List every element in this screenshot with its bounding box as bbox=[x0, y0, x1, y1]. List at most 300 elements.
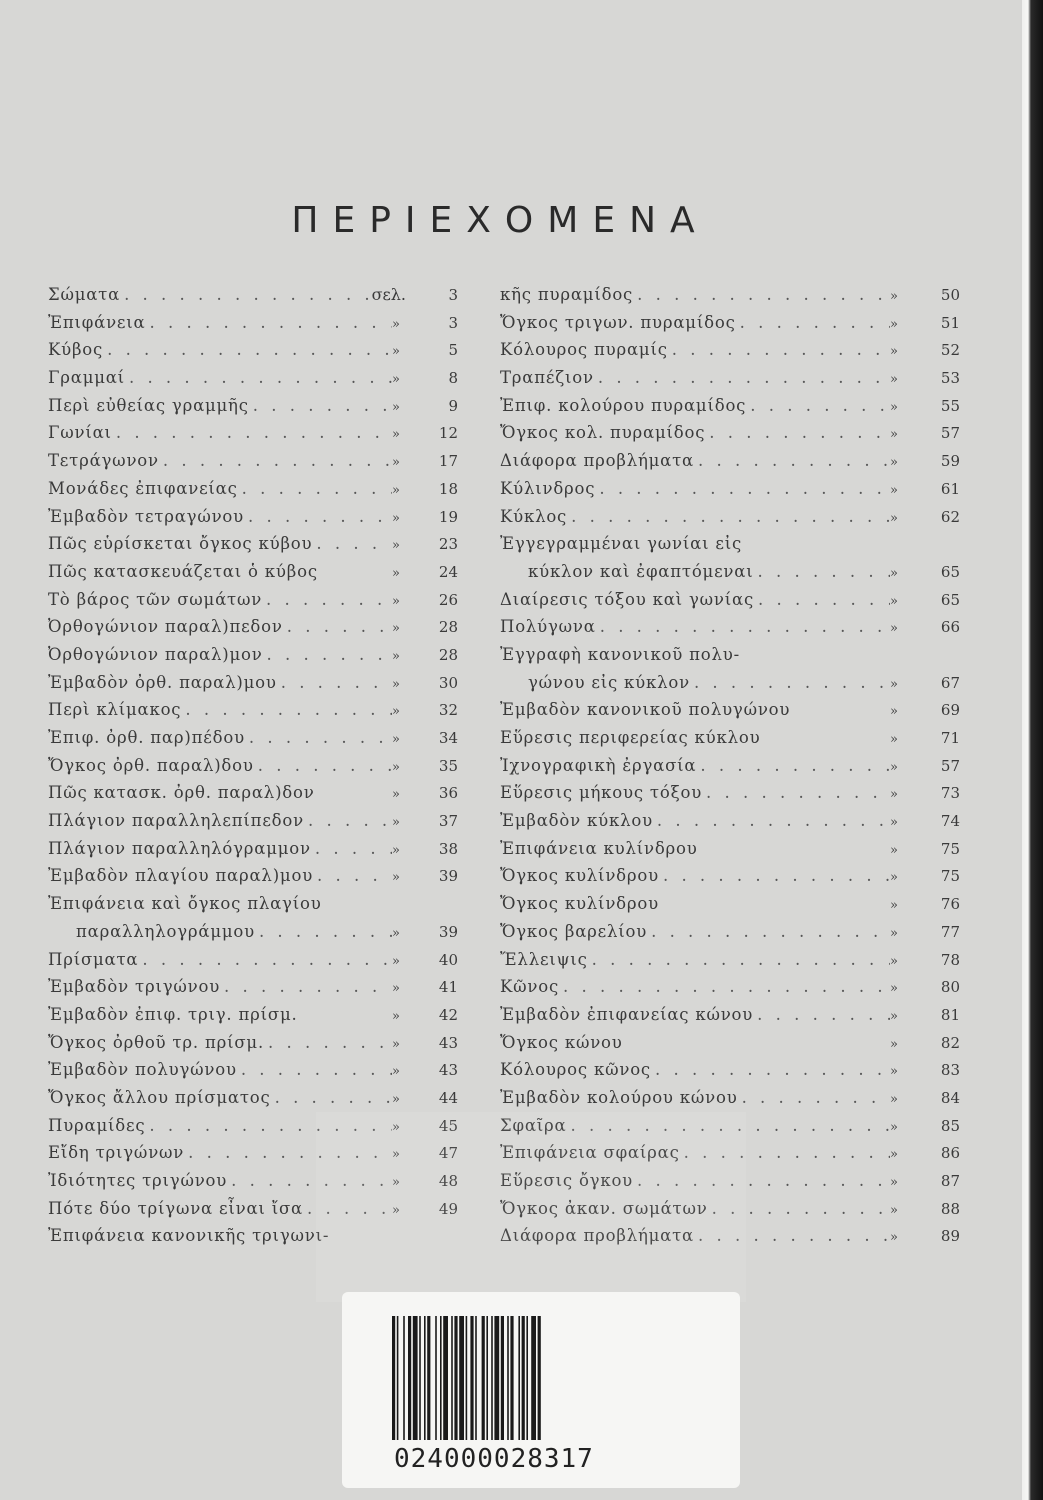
toc-ditto-mark: » bbox=[392, 815, 400, 831]
toc-leader-dots bbox=[753, 1005, 890, 1024]
toc-leader-dots bbox=[277, 673, 392, 692]
toc-leader-dots bbox=[159, 451, 392, 470]
toc-entry-title: Περὶ εὐθείας γραμμῆς bbox=[48, 395, 249, 415]
toc-page-number: 36 bbox=[438, 784, 458, 803]
toc-entry-title: Ἐπιφάνεια κανονικῆς τριγωνι- bbox=[48, 1226, 330, 1246]
toc-page-number: 43 bbox=[438, 1033, 458, 1052]
toc-ditto-mark: » bbox=[890, 732, 898, 747]
toc-page-number: 34 bbox=[438, 729, 458, 747]
toc-leader-dots bbox=[254, 756, 392, 775]
toc-entry bbox=[48, 811, 458, 839]
toc-page-number: 9 bbox=[448, 396, 458, 415]
toc-entry-title: Γωνίαι bbox=[48, 423, 112, 443]
toc-page-number: 71 bbox=[940, 729, 960, 747]
toc-page-number: 53 bbox=[940, 369, 960, 388]
toc-ditto-mark: » bbox=[890, 676, 898, 692]
toc-page-number: 38 bbox=[438, 839, 458, 858]
toc-entry-title: Πότε δύο τρίγωνα εἶναι ἴσα bbox=[48, 1198, 303, 1218]
toc-entry-title: Ἐμβαδὸν τριγώνου bbox=[48, 977, 221, 997]
toc-ditto-mark: » bbox=[392, 565, 400, 581]
toc-entry bbox=[48, 313, 458, 341]
toc-leader-dots bbox=[702, 783, 890, 802]
toc-page-number: 83 bbox=[940, 1061, 960, 1080]
toc-ditto-mark: » bbox=[890, 593, 898, 609]
toc-ditto-mark: » bbox=[392, 316, 400, 332]
toc-ditto-mark: » bbox=[392, 870, 400, 886]
toc-entry-title: Ὄγκος κολ. πυραμίδος bbox=[500, 423, 706, 443]
toc-page-number: 86 bbox=[940, 1144, 960, 1163]
toc-page-number: 50 bbox=[940, 286, 960, 304]
toc-entry bbox=[500, 368, 960, 396]
toc-page-number: 26 bbox=[438, 590, 458, 609]
toc-page-number: 73 bbox=[940, 784, 960, 803]
toc-ditto-mark: » bbox=[890, 1119, 898, 1135]
toc-entry-title: Ἐγγεγραμμέναι γωνίαι εἰς bbox=[500, 534, 743, 554]
toc-entry-title: Ὀρθογώνιον παραλ)πεδον bbox=[48, 617, 283, 637]
toc-entry bbox=[500, 479, 960, 507]
toc-entry-title: Ἐπιφάνεια σφαίρας bbox=[500, 1143, 680, 1163]
toc-ditto-mark: » bbox=[890, 759, 898, 775]
toc-left-column bbox=[48, 285, 458, 1254]
toc-page-number: 49 bbox=[438, 1199, 458, 1218]
toc-entry-title: Πρίσματα bbox=[48, 949, 139, 969]
toc-entry bbox=[500, 950, 960, 978]
toc-leader-dots bbox=[138, 950, 392, 969]
barcode-bars-icon bbox=[392, 1316, 600, 1440]
toc-ditto-mark: » bbox=[890, 870, 898, 886]
toc-leader-dots bbox=[736, 313, 890, 332]
toc-ditto-mark: » bbox=[392, 1147, 400, 1163]
toc-page-number: 45 bbox=[438, 1116, 458, 1135]
toc-entry-title: Ἐμβαδὸν ἐπιφ. τριγ. πρίσμ. bbox=[48, 1004, 298, 1024]
toc-page-number: 40 bbox=[438, 950, 458, 969]
toc-entry bbox=[500, 340, 960, 368]
toc-ditto-mark: » bbox=[890, 898, 898, 914]
toc-ditto-mark: » bbox=[890, 704, 898, 720]
toc-ditto-mark: » bbox=[392, 732, 400, 747]
toc-ditto-mark: » bbox=[392, 925, 400, 941]
toc-entry bbox=[500, 285, 960, 313]
toc-entry-title: κῆς πυραμίδος bbox=[500, 285, 634, 304]
toc-ditto-mark: » bbox=[392, 1175, 400, 1190]
toc-entry-title: Ἔλλειψις bbox=[500, 949, 588, 969]
toc-ditto-mark: » bbox=[392, 538, 400, 554]
toc-entry-title: Ὄγκος ὀρθοῦ τρ. πρίσμ. bbox=[48, 1032, 264, 1052]
toc-page-number: 89 bbox=[940, 1227, 960, 1246]
toc-entry bbox=[500, 894, 960, 922]
toc-entry bbox=[48, 1060, 458, 1088]
toc-entry-title: Διάφορα προβλήματα bbox=[500, 1226, 694, 1246]
toc-leader-dots bbox=[594, 368, 890, 387]
toc-leader-dots bbox=[244, 507, 392, 526]
toc-ditto-mark: » bbox=[890, 1064, 898, 1080]
toc-entry bbox=[500, 617, 960, 645]
toc-ditto-mark: » bbox=[890, 1091, 898, 1107]
toc-entry bbox=[48, 700, 458, 728]
toc-entry bbox=[500, 1060, 960, 1088]
toc-leader-dots bbox=[696, 756, 890, 775]
toc-entry-title: παραλληλογράμμου bbox=[76, 921, 255, 941]
toc-ditto-mark: » bbox=[392, 621, 400, 637]
toc-entry bbox=[48, 922, 458, 950]
toc-ditto-mark: » bbox=[392, 1036, 400, 1052]
toc-leader-dots bbox=[705, 423, 890, 442]
sticker-shadow bbox=[316, 1112, 746, 1302]
toc-ditto-mark: » bbox=[890, 925, 898, 941]
toc-leader-dots bbox=[245, 728, 392, 747]
toc-ditto-mark: » bbox=[890, 1147, 898, 1163]
toc-entry bbox=[48, 839, 458, 867]
toc-ditto-mark: » bbox=[890, 316, 898, 332]
toc-page-number: 57 bbox=[940, 756, 960, 775]
toc-entry-title: Ἐπιφ. ὀρθ. παρ)πέδου bbox=[48, 728, 245, 747]
toc-leader-dots bbox=[694, 451, 890, 470]
toc-ditto-mark: » bbox=[392, 842, 400, 858]
toc-ditto-mark: » bbox=[890, 953, 898, 969]
toc-page-number: 3 bbox=[448, 313, 458, 332]
toc-entry-title: Ὀρθογώνιον παραλ)μον bbox=[48, 644, 263, 664]
toc-page-number: 8 bbox=[448, 369, 458, 388]
toc-leader-dots bbox=[145, 313, 392, 332]
toc-leader-dots bbox=[753, 562, 890, 581]
toc-entry bbox=[500, 728, 960, 756]
toc-entry-title: Εὕρεσις περιφερείας κύκλου bbox=[500, 728, 761, 747]
toc-entry bbox=[500, 507, 960, 535]
toc-page-number: 32 bbox=[438, 701, 458, 720]
toc-entry-title: Διαίρεσις τόξου καὶ γωνίας bbox=[500, 589, 754, 609]
toc-entry-title: Περὶ κλίμακος bbox=[48, 700, 182, 720]
toc-ditto-mark: » bbox=[890, 289, 898, 304]
toc-entry-title: Ἐγγραφὴ κανονικοῦ πολυ- bbox=[500, 644, 741, 664]
toc-entry bbox=[48, 950, 458, 978]
toc-ditto-mark: » bbox=[890, 621, 898, 637]
toc-page-number: 52 bbox=[940, 341, 960, 360]
page-title: ΠΕΡΙΕΧΟΜΕΝΑ bbox=[291, 200, 709, 242]
toc-entry bbox=[500, 977, 960, 1005]
toc-ditto-mark: » bbox=[392, 482, 400, 498]
toc-entry-title: Ὄγκος κυλίνδρου bbox=[500, 866, 659, 886]
toc-leader-dots bbox=[220, 977, 392, 996]
toc-entry-title: Εὕρεσις ὄγκου bbox=[500, 1171, 634, 1190]
toc-ditto-mark: » bbox=[392, 372, 400, 388]
toc-page-number: 42 bbox=[438, 1005, 458, 1024]
toc-page-number: 76 bbox=[940, 895, 960, 914]
toc-leader-dots bbox=[668, 340, 890, 359]
toc-leader-dots bbox=[653, 811, 890, 830]
toc-page-number: 23 bbox=[438, 535, 458, 554]
toc-entry bbox=[48, 534, 458, 562]
toc-page-number: 5 bbox=[448, 341, 458, 360]
toc-page-number: 85 bbox=[940, 1116, 960, 1135]
toc-page-number: 66 bbox=[940, 618, 960, 637]
toc-page-number: 28 bbox=[438, 618, 458, 637]
toc-entry-title: κύκλον καὶ ἐφαπτόμεναι bbox=[528, 561, 754, 581]
toc-entry-title: Εἴδη τριγώνων bbox=[48, 1143, 185, 1163]
toc-entry bbox=[500, 1005, 960, 1033]
toc-entry bbox=[500, 673, 960, 701]
toc-entry bbox=[48, 728, 458, 756]
toc-page-number: 78 bbox=[940, 950, 960, 969]
toc-leader-dots bbox=[746, 396, 890, 415]
toc-page-number: 65 bbox=[940, 590, 960, 609]
toc-entry bbox=[500, 811, 960, 839]
toc-leader-dots bbox=[271, 1088, 392, 1107]
toc-entry bbox=[48, 285, 458, 313]
toc-entry bbox=[500, 700, 960, 728]
toc-leader-dots bbox=[312, 534, 392, 553]
toc-leader-dots bbox=[283, 617, 392, 636]
toc-entry-title: Πλάγιον παραλληλεπίπεδον bbox=[48, 811, 304, 831]
toc-leader-dots bbox=[238, 479, 392, 498]
toc-entry-title: Ἐπιφ. κολούρου πυραμίδος bbox=[500, 395, 747, 415]
toc-leader-dots bbox=[263, 645, 392, 664]
toc-entry-title: Ἐμβαδὸν τετραγώνου bbox=[48, 506, 244, 526]
toc-ditto-mark: » bbox=[890, 1175, 898, 1190]
toc-page-number: 77 bbox=[940, 922, 960, 941]
toc-entry-title: Ἐπιφάνεια bbox=[48, 312, 146, 332]
toc-leader-dots bbox=[125, 368, 392, 387]
toc-entry-title: Σώματα bbox=[48, 285, 121, 304]
toc-leader-dots bbox=[264, 1033, 392, 1052]
toc-entry bbox=[500, 590, 960, 618]
toc-entry bbox=[48, 783, 458, 811]
toc-entry-title: Ἐμβαδὸν πλαγίου παραλ)μου bbox=[48, 866, 314, 886]
toc-entry bbox=[48, 507, 458, 535]
toc-entry bbox=[48, 673, 458, 701]
toc-entry bbox=[48, 645, 458, 673]
toc-page-number: 37 bbox=[438, 812, 458, 831]
toc-page-number: 48 bbox=[438, 1172, 458, 1190]
toc-page-number: 12 bbox=[438, 424, 458, 443]
toc-page-number: 81 bbox=[940, 1005, 960, 1024]
toc-ditto-mark: » bbox=[392, 981, 400, 997]
toc-leader-dots bbox=[588, 950, 890, 969]
toc-leader-dots bbox=[595, 479, 890, 498]
toc-entry bbox=[500, 534, 960, 562]
toc-page-number: 24 bbox=[438, 562, 458, 581]
toc-entry-title: Πυραμίδες bbox=[48, 1115, 146, 1135]
toc-ditto-mark: » bbox=[890, 1008, 898, 1024]
toc-entry-title: Κύλινδρος bbox=[500, 478, 596, 498]
toc-entry bbox=[500, 756, 960, 784]
toc-page-number: 51 bbox=[940, 313, 960, 332]
toc-leader-dots bbox=[103, 340, 392, 359]
toc-ditto-mark: » bbox=[890, 1230, 898, 1246]
toc-entry bbox=[48, 617, 458, 645]
toc-page-number: 74 bbox=[940, 812, 960, 831]
toc-entry bbox=[500, 839, 960, 867]
toc-entry-title: Σφαῖρα bbox=[500, 1115, 567, 1135]
toc-page-number: 39 bbox=[438, 922, 458, 941]
toc-page-number: 57 bbox=[940, 424, 960, 443]
toc-page-number: 65 bbox=[940, 562, 960, 581]
toc-entry-title: Κῶνος bbox=[500, 977, 559, 997]
toc-ditto-mark: » bbox=[890, 815, 898, 831]
barcode-number: 024000028317 bbox=[394, 1444, 594, 1474]
toc-leader-dots bbox=[559, 977, 890, 996]
toc-page-number: 19 bbox=[438, 507, 458, 526]
toc-entry bbox=[48, 866, 458, 894]
toc-ditto-mark: » bbox=[392, 399, 400, 415]
toc-leader-dots bbox=[659, 866, 890, 885]
toc-leader-dots bbox=[690, 673, 890, 692]
toc-leader-dots bbox=[112, 423, 392, 442]
toc-ditto-mark: » bbox=[392, 1064, 400, 1080]
toc-ditto-mark: » bbox=[890, 981, 898, 997]
toc-page-number: 30 bbox=[438, 673, 458, 692]
toc-page-number: 28 bbox=[438, 645, 458, 664]
toc-entry-title: Ὄγκος ὀρθ. παραλ)δου bbox=[48, 755, 254, 775]
toc-entry bbox=[500, 313, 960, 341]
toc-entry bbox=[48, 756, 458, 784]
toc-ditto-mark: » bbox=[392, 344, 400, 360]
toc-ditto-mark: » bbox=[392, 1202, 400, 1218]
toc-entry-title: Κόλουρος πυραμίς bbox=[500, 340, 668, 360]
toc-entry-title: Κύβος bbox=[48, 340, 104, 360]
toc-entry-title: Τετράγωνον bbox=[48, 451, 159, 471]
toc-leader-dots bbox=[633, 285, 890, 304]
toc-entry bbox=[48, 451, 458, 479]
toc-entry-title: Πῶς κατασκευάζεται ὁ κύβος bbox=[48, 561, 318, 581]
toc-ditto-mark: » bbox=[392, 1119, 400, 1135]
toc-page-number: 55 bbox=[940, 396, 960, 415]
toc-page-number: 62 bbox=[940, 507, 960, 526]
toc-ditto-mark: » bbox=[890, 372, 898, 388]
toc-entry bbox=[48, 423, 458, 451]
toc-ditto-mark: » bbox=[392, 1091, 400, 1107]
toc-leader-dots bbox=[651, 1060, 890, 1079]
toc-right-column bbox=[500, 285, 960, 1254]
toc-entry bbox=[48, 562, 458, 590]
toc-entry-title: Ἰδιότητες τριγώνου bbox=[48, 1171, 228, 1190]
toc-page-number: 59 bbox=[940, 452, 960, 471]
toc-ditto-mark: » bbox=[890, 344, 898, 360]
toc-leader-dots bbox=[647, 922, 890, 941]
toc-leader-dots bbox=[304, 811, 392, 830]
toc-page-number: 3 bbox=[448, 286, 458, 304]
toc-entry-title: Πῶς κατασκ. ὀρθ. παραλ)δον bbox=[48, 783, 315, 803]
toc-ditto-mark: » bbox=[392, 759, 400, 775]
toc-entry bbox=[500, 423, 960, 451]
toc-entry-title: Κόλουρος κῶνος bbox=[500, 1060, 651, 1080]
toc-entry-title: Ὄγκος ἀκαν. σωμάτων bbox=[500, 1198, 708, 1218]
toc-page-number: 35 bbox=[438, 756, 458, 775]
toc-entry-title: Τὸ βάρος τῶν σωμάτων bbox=[48, 589, 263, 609]
toc-ditto-mark: » bbox=[890, 1036, 898, 1052]
toc-entry-title: Μονάδες ἐπιφανείας bbox=[48, 478, 238, 498]
toc-entry-title: Πλάγιον παραλληλόγραμμον bbox=[48, 838, 311, 858]
toc-entry-title: Ἐμβαδὸν ὀρθ. παραλ)μου bbox=[48, 672, 277, 692]
toc-page-number: 80 bbox=[940, 978, 960, 997]
toc-ditto-mark: » bbox=[890, 399, 898, 415]
toc-entry bbox=[48, 479, 458, 507]
toc-leader-dots bbox=[249, 396, 392, 415]
barcode-sticker bbox=[342, 1292, 740, 1488]
toc-leader-dots bbox=[262, 590, 392, 609]
toc-page-number: 75 bbox=[940, 839, 960, 858]
toc-page-number: 61 bbox=[940, 479, 960, 498]
toc-entry-title: Πολύγωνα bbox=[500, 617, 596, 637]
toc-page-number: 17 bbox=[438, 452, 458, 471]
toc-page-number: 39 bbox=[438, 867, 458, 886]
toc-leader-dots bbox=[120, 285, 372, 304]
toc-entry-title: Διάφορα προβλήματα bbox=[500, 451, 694, 471]
toc-entry-title: Ἐπιφάνεια καὶ ὄγκος πλαγίου bbox=[48, 894, 322, 914]
toc-ditto-mark: » bbox=[890, 565, 898, 581]
toc-entry-title: Ἰχνογραφικὴ ἐργασία bbox=[500, 755, 697, 775]
toc-entry bbox=[500, 396, 960, 424]
toc-leader-dots bbox=[738, 1088, 890, 1107]
toc-leader-dots bbox=[181, 700, 392, 719]
toc-ditto-mark: » bbox=[392, 510, 400, 526]
toc-entry-title: Ἐμβαδὸν ἐπιφανείας κώνου bbox=[500, 1004, 754, 1024]
toc-entry-title: Ἐπιφάνεια κυλίνδρου bbox=[500, 838, 698, 858]
toc-ditto-mark: » bbox=[392, 593, 400, 609]
toc-ditto-mark: » bbox=[890, 787, 898, 803]
toc-entry-title: Ἐμβαδὸν πολυγώνου bbox=[48, 1060, 237, 1080]
toc-leader-dots bbox=[567, 507, 890, 526]
toc-entry-title: Κύκλος bbox=[500, 506, 568, 526]
toc-ditto-mark: » bbox=[392, 953, 400, 969]
toc-entry-title: Τραπέζιον bbox=[500, 368, 594, 388]
toc-ditto-mark: » bbox=[890, 842, 898, 858]
toc-ditto-mark: » bbox=[392, 676, 400, 692]
toc-entry-title: Ὄγκος κυλίνδρου bbox=[500, 894, 659, 914]
toc-entry bbox=[48, 340, 458, 368]
toc-ditto-mark: » bbox=[890, 1202, 898, 1218]
toc-entry-title: Ἐμβαδὸν κανονικοῦ πολυγώνου bbox=[500, 700, 791, 720]
toc-page-label: σελ. bbox=[371, 285, 406, 304]
toc-entry bbox=[48, 977, 458, 1005]
toc-ditto-mark: » bbox=[890, 427, 898, 443]
toc-leader-dots bbox=[313, 866, 392, 885]
toc-entry bbox=[500, 866, 960, 894]
toc-page-number: 75 bbox=[940, 867, 960, 886]
toc-page-number: 18 bbox=[438, 479, 458, 498]
toc-leader-dots bbox=[596, 617, 890, 636]
toc-entry-title: Πῶς εὑρίσκεται ὄγκος κύβου bbox=[48, 534, 313, 554]
toc-ditto-mark: » bbox=[890, 482, 898, 498]
toc-entry-title: Ὄγκος κώνου bbox=[500, 1032, 623, 1052]
book-spine bbox=[1022, 0, 1043, 1500]
toc-ditto-mark: » bbox=[392, 455, 400, 471]
toc-page-number: 82 bbox=[940, 1033, 960, 1052]
toc-entry-title: Ἐμβαδὸν κύκλου bbox=[500, 811, 653, 831]
toc-ditto-mark: » bbox=[392, 704, 400, 720]
toc-entry bbox=[48, 1005, 458, 1033]
toc-entry bbox=[500, 451, 960, 479]
toc-ditto-mark: » bbox=[890, 510, 898, 526]
toc-page-number: 84 bbox=[940, 1088, 960, 1107]
toc-leader-dots bbox=[754, 590, 890, 609]
toc-entry bbox=[500, 562, 960, 590]
toc-page-number: 43 bbox=[438, 1061, 458, 1080]
toc-ditto-mark: » bbox=[392, 1008, 400, 1024]
toc-leader-dots bbox=[311, 839, 392, 858]
toc-entry bbox=[48, 396, 458, 424]
toc-entry-title: Ὄγκος τριγων. πυραμίδος bbox=[500, 312, 736, 332]
toc-entry bbox=[48, 590, 458, 618]
toc-entry-title: Ὄγκος βαρελίου bbox=[500, 921, 648, 941]
toc-page-number: 88 bbox=[940, 1199, 960, 1218]
toc-ditto-mark: » bbox=[392, 427, 400, 443]
toc-entry-title: Γραμμαί bbox=[48, 368, 125, 388]
toc-entry bbox=[48, 1033, 458, 1061]
toc-entry bbox=[48, 368, 458, 396]
toc-entry bbox=[48, 894, 458, 922]
toc-entry bbox=[500, 1033, 960, 1061]
toc-entry-title: Εὕρεσις μήκους τόξου bbox=[500, 783, 703, 803]
